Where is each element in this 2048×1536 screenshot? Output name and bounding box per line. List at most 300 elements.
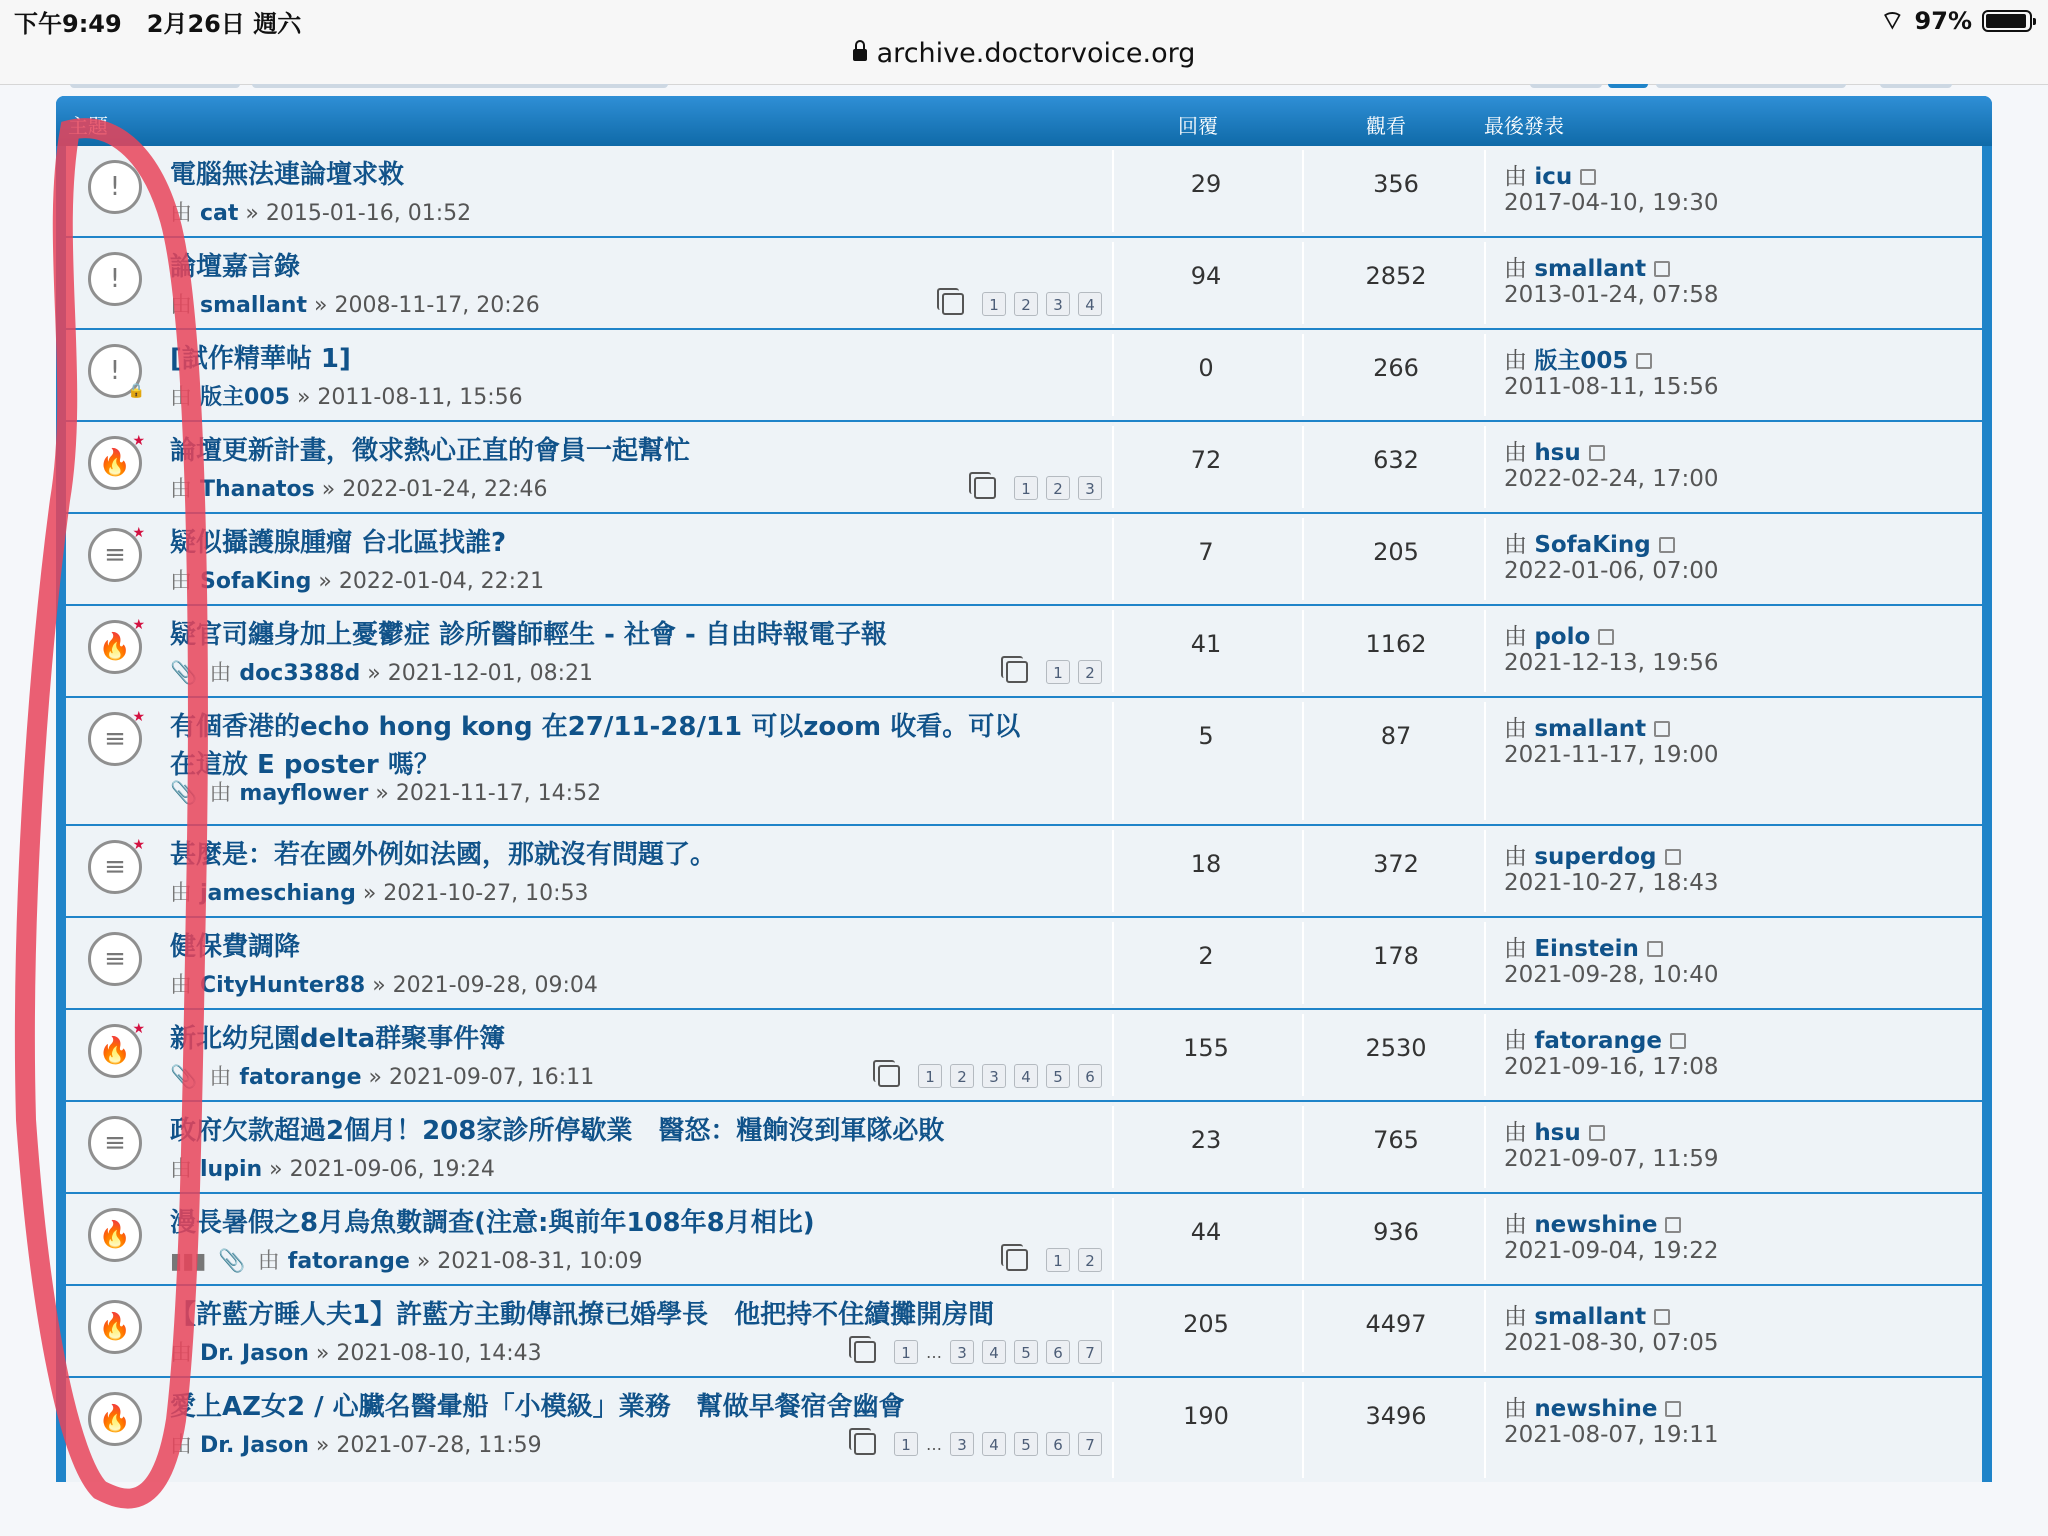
- page-link[interactable]: 4: [982, 1340, 1006, 1364]
- page-link[interactable]: 1: [894, 1340, 918, 1364]
- page-link[interactable]: 6: [1046, 1340, 1070, 1364]
- column-divider: [1302, 1106, 1304, 1188]
- last-author-link[interactable]: 版主005: [1534, 348, 1629, 374]
- table-row: [66, 422, 1982, 514]
- column-divider: [1112, 518, 1114, 600]
- post-date: 2022-01-24, 22:46: [342, 477, 548, 502]
- column-divider: [1302, 426, 1304, 508]
- page-link[interactable]: 3: [1046, 292, 1070, 316]
- topic-meta: 由 CityHunter88 » 2021-09-28, 09:04: [170, 973, 598, 998]
- post-date: 2021-09-07, 16:11: [388, 1065, 595, 1090]
- column-divider: [1112, 1382, 1114, 1478]
- table-row: [66, 606, 1982, 698]
- last-author-link[interactable]: newshine: [1534, 1396, 1658, 1422]
- post-date: 2008-11-17, 20:26: [334, 293, 540, 318]
- wifi-icon: ⌔: [1880, 6, 1905, 36]
- pagination: [878, 1064, 1102, 1088]
- star-icon: ★: [132, 525, 145, 541]
- topic-title-link[interactable]: 政府欠款超過2個月！208家診所停歇業 醫怒：糧餉沒到軍隊必敗: [170, 1116, 945, 1146]
- pages-icon: [974, 477, 996, 499]
- by-label: 由: [170, 1433, 193, 1458]
- by-label: 由: [1504, 1304, 1527, 1330]
- by-label: 由: [1504, 440, 1527, 466]
- topic-title-link[interactable]: 愛上AZ女2 / 心臟名醫暈船「小模級」業務 幫做早餐宿舍幽會: [170, 1392, 905, 1422]
- pagination: [1006, 1248, 1102, 1272]
- view-count: 356: [1373, 170, 1419, 198]
- battery-percent: 97%: [1914, 6, 1972, 35]
- column-divider: [1302, 518, 1304, 600]
- last-post-by: [1504, 434, 1605, 467]
- pages-icon: [1006, 1249, 1028, 1271]
- page-link[interactable]: 2: [950, 1064, 974, 1088]
- last-author-link[interactable]: Einstein: [1534, 936, 1639, 962]
- post-date: 2021-09-06, 19:24: [289, 1157, 495, 1182]
- goto-last-post-icon[interactable]: [1589, 445, 1605, 461]
- by-label: 由: [170, 973, 193, 998]
- topic-meta: 由 jameschiang » 2021-10-27, 10:53: [170, 881, 589, 906]
- view-count: 632: [1373, 446, 1419, 474]
- view-count: 765: [1373, 1126, 1419, 1154]
- reply-count: 44: [1190, 1218, 1222, 1246]
- table-row: [66, 514, 1982, 606]
- topic-meta: 由 smallant » 2008-11-17, 20:26: [170, 293, 540, 318]
- view-count: 178: [1373, 942, 1419, 970]
- topic-title-link[interactable]: 論壇更新計畫，徵求熱心正直的會員一起幫忙: [170, 436, 691, 466]
- last-author-link[interactable]: smallant: [1534, 716, 1647, 742]
- post-date: 2011-08-11, 15:56: [317, 385, 523, 410]
- pages-icon: [878, 1065, 900, 1087]
- pages-icon: [854, 1341, 876, 1363]
- last-post-date: 2021-09-04, 19:22: [1504, 1238, 1719, 1264]
- star-icon: ★: [132, 1021, 145, 1037]
- last-post-date: 2021-12-13, 19:56: [1504, 650, 1719, 676]
- header-topic: 主題: [68, 114, 108, 138]
- topic-icon: ≡ ★: [88, 840, 142, 894]
- hot-topic-icon: 🔥 ★: [88, 1024, 142, 1078]
- page-link[interactable]: 5: [1046, 1064, 1070, 1088]
- last-post-by: [1504, 250, 1670, 283]
- view-count: 87: [1380, 722, 1412, 750]
- pagination: [854, 1432, 1102, 1456]
- column-divider: [1484, 830, 1486, 912]
- table-row: [66, 826, 1982, 918]
- table-row: [66, 1378, 1982, 1482]
- by-label: 由: [170, 1341, 193, 1366]
- announce-locked-icon: ! 🔒: [88, 344, 142, 398]
- last-author-link[interactable]: SofaKing: [1534, 532, 1651, 558]
- reply-count: 7: [1198, 538, 1214, 566]
- reply-count: 5: [1198, 722, 1214, 750]
- goto-last-post-icon[interactable]: [1598, 629, 1614, 645]
- topic-title-link[interactable]: [試作精華帖 1]: [170, 344, 351, 374]
- reply-count: 0: [1198, 354, 1214, 382]
- column-divider: [1484, 518, 1486, 600]
- topic-title-link[interactable]: 漫長暑假之8月烏魚數調查(注意:與前年108年8月相比): [170, 1208, 815, 1238]
- battery-icon: [1982, 10, 2032, 32]
- topic-icon: ≡ ★: [88, 712, 142, 766]
- announce-icon: !: [88, 252, 142, 306]
- topic-title-link[interactable]: 論壇嘉言錄: [170, 252, 301, 282]
- goto-last-post-icon[interactable]: [1665, 1401, 1681, 1417]
- column-divider: [1484, 922, 1486, 1004]
- partial-control[interactable]: [70, 84, 240, 88]
- reply-count: 2: [1198, 942, 1214, 970]
- page-link[interactable]: 2: [1046, 476, 1070, 500]
- table-row: [66, 698, 1982, 826]
- goto-last-post-icon[interactable]: [1654, 1309, 1670, 1325]
- column-divider: [1484, 1014, 1486, 1096]
- lock-icon: 🔒: [127, 383, 145, 399]
- by-label: 由: [1504, 1212, 1527, 1238]
- topic-title-link[interactable]: 新北幼兒園delta群聚事件簿: [170, 1024, 506, 1054]
- author-link[interactable]: lupin: [200, 1157, 263, 1182]
- column-divider: [1484, 1106, 1486, 1188]
- pages-icon: [942, 293, 964, 315]
- view-count: 936: [1373, 1218, 1419, 1246]
- last-author-link[interactable]: fatorange: [1534, 1028, 1662, 1054]
- pagination: [942, 292, 1102, 316]
- partial-control[interactable]: [1608, 84, 1648, 88]
- page-link[interactable]: 4: [1014, 1064, 1038, 1088]
- last-post-date: 2021-09-16, 17:08: [1504, 1054, 1719, 1080]
- column-divider: [1302, 1290, 1304, 1372]
- attachment-icon: 📎: [170, 661, 198, 686]
- last-post-by: [1504, 526, 1675, 559]
- partial-control[interactable]: [252, 84, 668, 88]
- topic-list: [56, 96, 1992, 1482]
- by-label: 由: [1504, 1396, 1527, 1422]
- by-label: 由: [1504, 1028, 1527, 1054]
- topic-title-link[interactable]: 【許藍方睡人夫1】許藍方主動傳訊撩已婚學長 他把持不住續攤開房間: [170, 1300, 995, 1330]
- topic-meta: 由 lupin » 2021-09-06, 19:24: [170, 1157, 495, 1182]
- topic-title-link[interactable]: 電腦無法連論壇求救: [170, 160, 405, 190]
- goto-last-post-icon[interactable]: [1665, 1217, 1681, 1233]
- column-divider: [1112, 150, 1114, 232]
- partial-control[interactable]: [1880, 84, 1952, 88]
- page-link[interactable]: 1: [1046, 1248, 1070, 1272]
- goto-last-post-icon[interactable]: [1654, 721, 1670, 737]
- post-date: 2021-07-28, 11:59: [336, 1433, 542, 1458]
- attachment-icon: 📎: [218, 1249, 246, 1274]
- last-author-link[interactable]: hsu: [1534, 440, 1581, 466]
- author-link[interactable]: fatorange: [287, 1249, 410, 1274]
- reply-count: 41: [1190, 630, 1222, 658]
- table-row: [66, 1286, 1982, 1378]
- author-link[interactable]: jameschiang: [200, 881, 356, 906]
- by-label: 由: [170, 569, 193, 594]
- table-row: [66, 330, 1982, 422]
- column-divider: [1484, 702, 1486, 820]
- by-label: 由: [170, 201, 193, 226]
- by-label: 由: [170, 477, 193, 502]
- page-link[interactable]: 6: [1078, 1064, 1102, 1088]
- by-label: 由: [170, 385, 193, 410]
- page-link[interactable]: 6: [1046, 1432, 1070, 1456]
- header-replies: 回覆: [1178, 114, 1218, 138]
- column-divider: [1112, 1290, 1114, 1372]
- column-divider: [1484, 1382, 1486, 1478]
- header-views: 觀看: [1366, 114, 1406, 138]
- reply-count: 23: [1190, 1126, 1222, 1154]
- by-label: 由: [170, 293, 193, 318]
- column-divider: [1302, 702, 1304, 820]
- last-post-date: 2021-08-07, 19:11: [1504, 1422, 1719, 1448]
- column-divider: [1302, 830, 1304, 912]
- by-label: 由: [1504, 624, 1527, 650]
- announce-icon: !: [88, 160, 142, 214]
- last-post-by: [1504, 930, 1663, 963]
- last-post-by: [1504, 710, 1670, 743]
- address-bar[interactable]: [0, 38, 2048, 69]
- goto-last-post-icon[interactable]: [1654, 261, 1670, 277]
- last-post-date: 2021-08-30, 07:05: [1504, 1330, 1719, 1356]
- table-row: [66, 238, 1982, 330]
- last-post-date: 2022-02-24, 17:00: [1504, 466, 1719, 492]
- hot-topic-icon: 🔥 ★: [88, 436, 142, 490]
- hot-topic-icon: 🔥: [88, 1300, 142, 1354]
- last-author-link[interactable]: newshine: [1534, 1212, 1658, 1238]
- by-label: 由: [1504, 348, 1527, 374]
- column-divider: [1112, 702, 1114, 820]
- column-divider: [1302, 1198, 1304, 1280]
- hot-topic-icon: 🔥: [88, 1392, 142, 1446]
- pagination-ellipsis: …: [926, 1434, 942, 1454]
- page-link[interactable]: 2: [1014, 292, 1038, 316]
- last-author-link[interactable]: icu: [1534, 164, 1573, 190]
- goto-last-post-icon[interactable]: [1670, 1033, 1686, 1049]
- page-link[interactable]: 3: [950, 1432, 974, 1456]
- by-label: 由: [1504, 716, 1527, 742]
- post-date: 2015-01-16, 01:52: [265, 201, 472, 226]
- pagination: [854, 1340, 1102, 1364]
- last-post-by: [1504, 838, 1681, 871]
- by-label: 由: [170, 881, 193, 906]
- column-divider: [1484, 150, 1486, 232]
- author-link[interactable]: Dr. Jason: [200, 1341, 309, 1366]
- by-label: 由: [1504, 532, 1527, 558]
- author-link[interactable]: SofaKing: [200, 569, 312, 594]
- by-label: 由: [209, 781, 232, 806]
- url-text: archive.doctorvoice.org: [876, 38, 1196, 69]
- last-author-link[interactable]: smallant: [1534, 256, 1647, 282]
- column-divider: [1302, 610, 1304, 692]
- partial-control[interactable]: [1656, 84, 1846, 88]
- topic-meta: 📎 由 mayflower » 2021-11-17, 14:52: [170, 781, 602, 806]
- star-icon: ★: [132, 617, 145, 633]
- page-link[interactable]: 5: [1014, 1340, 1038, 1364]
- author-link[interactable]: mayflower: [239, 781, 369, 806]
- column-divider: [1484, 242, 1486, 324]
- last-author-link[interactable]: polo: [1534, 624, 1591, 650]
- page-link[interactable]: 7: [1078, 1432, 1102, 1456]
- column-divider: [1484, 610, 1486, 692]
- page-link[interactable]: 1: [918, 1064, 942, 1088]
- reply-count: 190: [1183, 1402, 1229, 1430]
- view-count: 4497: [1365, 1310, 1427, 1338]
- topic-icon: ≡: [88, 932, 142, 986]
- column-divider: [1112, 922, 1114, 1004]
- pagination: [974, 476, 1102, 500]
- topic-meta: ▮▮▮ 📎 由 fatorange » 2021-08-31, 10:09: [170, 1249, 643, 1274]
- page-link[interactable]: 4: [1078, 292, 1102, 316]
- column-divider: [1112, 242, 1114, 324]
- column-divider: [1484, 426, 1486, 508]
- by-label: 由: [257, 1249, 280, 1274]
- star-icon: ★: [132, 433, 145, 449]
- table-header: [56, 96, 1992, 146]
- last-post-by: [1504, 1206, 1681, 1239]
- status-icons: [1880, 4, 2032, 37]
- view-count: 3496: [1365, 1402, 1427, 1430]
- post-date: 2022-01-04, 22:21: [338, 569, 545, 594]
- topic-title-link[interactable]: 疑官司纏身加上憂鬱症 診所醫師輕生 - 社會 - 自由時報電子報: [170, 620, 887, 650]
- last-post-by: [1504, 1022, 1686, 1055]
- post-date: 2021-11-17, 14:52: [395, 781, 602, 806]
- table-row: [66, 1102, 1982, 1194]
- author-link[interactable]: CityHunter88: [200, 973, 366, 998]
- by-label: 由: [1504, 256, 1527, 282]
- author-link[interactable]: fatorange: [239, 1065, 362, 1090]
- column-divider: [1484, 334, 1486, 416]
- partial-control[interactable]: [1530, 84, 1602, 88]
- page-link[interactable]: 3: [950, 1340, 974, 1364]
- view-count: 205: [1373, 538, 1419, 566]
- topic-meta: 📎 由 doc3388d » 2021-12-01, 08:21: [170, 661, 594, 686]
- last-post-by: [1504, 1298, 1670, 1331]
- topic-title-link[interactable]: 疑似攝護腺腫瘤 台北區找誰?: [170, 528, 507, 558]
- view-count: 1162: [1365, 630, 1427, 658]
- author-link[interactable]: cat: [200, 201, 239, 226]
- column-divider: [1112, 426, 1114, 508]
- last-post-date: 2011-08-11, 15:56: [1504, 374, 1719, 400]
- page-link[interactable]: 1: [1046, 660, 1070, 684]
- column-divider: [1302, 334, 1304, 416]
- last-post-by: [1504, 618, 1614, 651]
- column-divider: [1302, 150, 1304, 232]
- topic-meta: 由 版主005 » 2011-08-11, 15:56: [170, 385, 523, 410]
- page-link[interactable]: 3: [982, 1064, 1006, 1088]
- topic-meta: 由 Thanatos » 2022-01-24, 22:46: [170, 477, 548, 502]
- view-count: 2852: [1365, 262, 1427, 290]
- goto-last-post-icon[interactable]: [1580, 169, 1596, 185]
- topic-title-link[interactable]: 甚麼是：若在國外例如法國，那就沒有問題了。: [170, 840, 717, 870]
- page-link[interactable]: 3: [1078, 476, 1102, 500]
- goto-last-post-icon[interactable]: [1659, 537, 1675, 553]
- pagination: [1006, 660, 1102, 684]
- by-label: 由: [209, 1065, 232, 1090]
- author-link[interactable]: Dr. Jason: [200, 1433, 309, 1458]
- page-link[interactable]: 7: [1078, 1340, 1102, 1364]
- view-count: 372: [1373, 850, 1419, 878]
- pages-icon: [854, 1433, 876, 1455]
- column-divider: [1484, 1290, 1486, 1372]
- topic-meta: 由 Dr. Jason » 2021-07-28, 11:59: [170, 1433, 542, 1458]
- post-date: 2021-10-27, 10:53: [383, 881, 589, 906]
- last-post-date: 2021-09-28, 10:40: [1504, 962, 1719, 988]
- page-link[interactable]: 2: [1078, 660, 1102, 684]
- topic-title-link[interactable]: 健保費調降: [170, 932, 301, 962]
- column-divider: [1302, 1382, 1304, 1478]
- goto-last-post-icon[interactable]: [1589, 1125, 1605, 1141]
- reply-count: 72: [1190, 446, 1222, 474]
- lock-icon: [853, 49, 867, 61]
- author-link[interactable]: doc3388d: [239, 661, 361, 686]
- attachment-icon: 📎: [170, 1065, 198, 1090]
- author-link[interactable]: 版主005: [200, 385, 290, 410]
- pagination-ellipsis: …: [926, 1342, 942, 1362]
- post-date: 2021-08-31, 10:09: [437, 1249, 643, 1274]
- goto-last-post-icon[interactable]: [1647, 941, 1663, 957]
- column-divider: [1112, 1198, 1114, 1280]
- column-divider: [1302, 1014, 1304, 1096]
- header-last-post: 最後發表: [1484, 114, 1564, 138]
- reply-count: 18: [1190, 850, 1222, 878]
- reply-count: 29: [1190, 170, 1222, 198]
- column-divider: [1484, 1198, 1486, 1280]
- page-link[interactable]: 1: [1014, 476, 1038, 500]
- reply-count: 155: [1183, 1034, 1229, 1062]
- last-author-link[interactable]: smallant: [1534, 1304, 1647, 1330]
- topic-icon: ≡ ★: [88, 528, 142, 582]
- author-link[interactable]: smallant: [200, 293, 307, 318]
- page-link[interactable]: 1: [982, 292, 1006, 316]
- pages-icon: [1006, 661, 1028, 683]
- poll-icon: ▮▮▮: [170, 1249, 207, 1274]
- column-divider: [1112, 830, 1114, 912]
- last-post-by: [1504, 158, 1596, 191]
- topic-meta: 由 cat » 2015-01-16, 01:52: [170, 201, 472, 226]
- ios-status-bar: [0, 0, 2048, 85]
- page-link[interactable]: 5: [1014, 1432, 1038, 1456]
- topic-meta: 由 Dr. Jason » 2021-08-10, 14:43: [170, 1341, 542, 1366]
- attachment-icon: 📎: [170, 781, 198, 806]
- page-link[interactable]: 1: [894, 1432, 918, 1456]
- table-row: [66, 918, 1982, 1010]
- last-author-link[interactable]: superdog: [1534, 844, 1657, 870]
- view-count: 266: [1373, 354, 1419, 382]
- by-label: 由: [170, 1157, 193, 1182]
- last-post-date: 2017-04-10, 19:30: [1504, 190, 1719, 216]
- topic-title-link[interactable]: 有個香港的echo hong kong 在27/11-28/11 可以zoom 收看。可以在這放 E poster 嗎？: [170, 712, 1021, 780]
- reply-count: 205: [1183, 1310, 1229, 1338]
- by-label: 由: [1504, 844, 1527, 870]
- post-date: 2021-09-28, 09:04: [392, 973, 598, 998]
- topic-meta: 📎 由 fatorange » 2021-09-07, 16:11: [170, 1065, 595, 1090]
- column-divider: [1302, 922, 1304, 1004]
- last-post-by: [1504, 342, 1652, 375]
- last-author-link[interactable]: hsu: [1534, 1120, 1581, 1146]
- table-row: [66, 1194, 1982, 1286]
- last-post-date: 2013-01-24, 07:58: [1504, 282, 1719, 308]
- hot-topic-icon: 🔥: [88, 1208, 142, 1262]
- page-link[interactable]: 2: [1078, 1248, 1102, 1272]
- author-link[interactable]: Thanatos: [200, 477, 315, 502]
- by-label: 由: [1504, 164, 1527, 190]
- topic-icon: ≡: [88, 1116, 142, 1170]
- table-row: [66, 146, 1982, 238]
- page-link[interactable]: 4: [982, 1432, 1006, 1456]
- star-icon: ★: [132, 709, 145, 725]
- reply-count: 94: [1190, 262, 1222, 290]
- table-row: [66, 1010, 1982, 1102]
- goto-last-post-icon[interactable]: [1665, 849, 1681, 865]
- by-label: 由: [209, 661, 232, 686]
- topic-rows: [66, 146, 1982, 1482]
- post-date: 2021-12-01, 08:21: [387, 661, 594, 686]
- last-post-date: 2021-11-17, 19:00: [1504, 742, 1719, 768]
- goto-last-post-icon[interactable]: [1636, 353, 1652, 369]
- column-divider: [1112, 1014, 1114, 1096]
